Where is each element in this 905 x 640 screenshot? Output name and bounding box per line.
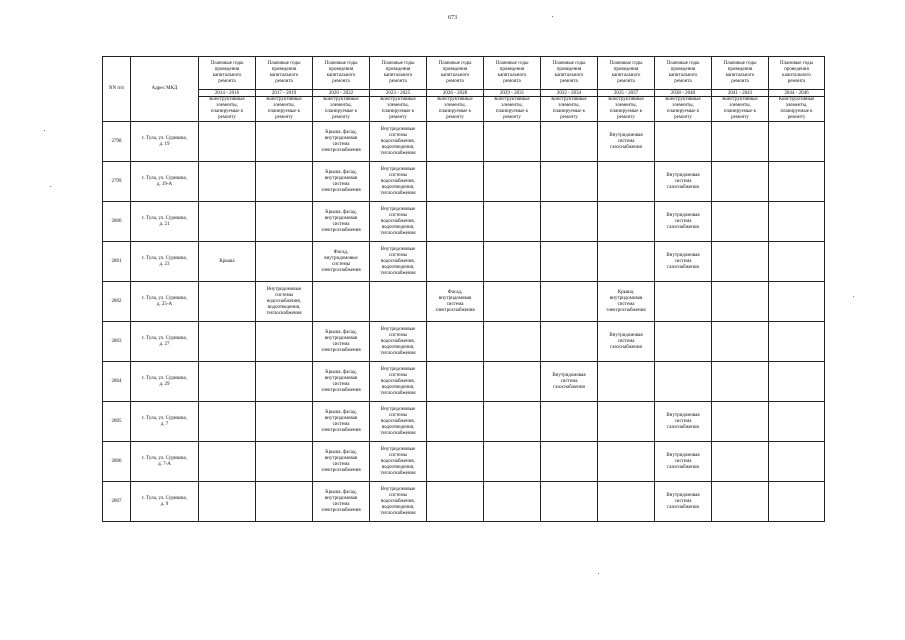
scan-speck bbox=[44, 130, 45, 131]
header-elements: Конструктивные элементы, планируемые к ремонту bbox=[370, 97, 427, 122]
repair-cell bbox=[769, 322, 825, 362]
repair-cell: Внутридомовые системы водоснабжения, водоотведения, теплоснабжения bbox=[370, 122, 427, 162]
repair-cell: Внутридомовая система газоснабжения bbox=[655, 242, 712, 282]
row-address: г. Тула, ул. Сурикова, д. 21 bbox=[131, 202, 199, 242]
repair-cell: Внутридомовая система газоснабжения bbox=[655, 162, 712, 202]
header-period-years: 2041 - 2043 bbox=[712, 90, 769, 97]
row-number: 2806 bbox=[103, 442, 131, 482]
header-elements: Конструктивные элементы, планируемые к ремонту bbox=[655, 97, 712, 122]
header-elements: Конструктивные элементы, планируемые к ремонту bbox=[598, 97, 655, 122]
header-period-years: 2038 - 2040 bbox=[655, 90, 712, 97]
repair-cell bbox=[256, 402, 313, 442]
row-address: г. Тула, ул. Сурикова, д. 19 bbox=[131, 122, 199, 162]
table-row bbox=[103, 362, 825, 402]
repair-cell bbox=[199, 482, 256, 522]
scan-speck bbox=[552, 16, 553, 17]
row-number: 2800 bbox=[103, 202, 131, 242]
repair-cell: Фасад, внутридомовая система электроснабжения bbox=[427, 282, 484, 322]
header-elements: Конструктивные элементы, планируемые к ремонту bbox=[199, 97, 256, 122]
repair-cell bbox=[712, 282, 769, 322]
row-address: г. Тула, ул. Сурикова, д. 23 bbox=[131, 242, 199, 282]
repair-cell bbox=[541, 202, 598, 242]
repair-cell bbox=[256, 202, 313, 242]
repair-cell bbox=[427, 162, 484, 202]
header-period-title: Плановые годы проведения капитального ремонта bbox=[712, 57, 769, 90]
repair-cell bbox=[313, 282, 370, 322]
repair-cell: Внутридомовая система газоснабжения bbox=[655, 202, 712, 242]
repair-cell bbox=[769, 402, 825, 442]
row-address: г. Тула, ул. Сурикова, д. 19-А bbox=[131, 162, 199, 202]
repair-cell bbox=[427, 202, 484, 242]
repair-cell: Внутридомовые системы водоснабжения, водоотведения, теплоснабжения bbox=[370, 442, 427, 482]
repair-cell: Внутридомовая система газоснабжения bbox=[655, 482, 712, 522]
repair-cell bbox=[484, 282, 541, 322]
repair-cell bbox=[427, 362, 484, 402]
repair-cell bbox=[427, 122, 484, 162]
row-number: 2799 bbox=[103, 162, 131, 202]
header-period-years: 2020 - 2022 bbox=[313, 90, 370, 97]
header-address: Адрес МКД bbox=[131, 57, 199, 122]
repair-cell bbox=[427, 442, 484, 482]
repair-cell bbox=[256, 322, 313, 362]
repair-cell bbox=[484, 402, 541, 442]
row-number: 2801 bbox=[103, 242, 131, 282]
repair-cell bbox=[199, 202, 256, 242]
row-number: 2807 bbox=[103, 482, 131, 522]
repair-cell bbox=[598, 362, 655, 402]
repair-cell bbox=[256, 122, 313, 162]
repair-cell bbox=[427, 402, 484, 442]
repair-cell: Внутридомовая система газоснабжения bbox=[598, 122, 655, 162]
header-period-years: 2023 - 2025 bbox=[370, 90, 427, 97]
header-elements: Конструктивные элементы, планируемые к ремонту bbox=[712, 97, 769, 122]
header-period-title: Плановые годы проведения капитального ремонта bbox=[655, 57, 712, 90]
table-row bbox=[103, 282, 825, 322]
repair-cell bbox=[769, 162, 825, 202]
repair-cell bbox=[712, 362, 769, 402]
header-period-title: Плановые годы проведения капитального ремонта bbox=[484, 57, 541, 90]
row-address: г. Тула, ул. Сурикова, д. 27 bbox=[131, 322, 199, 362]
header-period-years: 2014 - 2016 bbox=[199, 90, 256, 97]
repair-cell bbox=[598, 162, 655, 202]
repair-cell bbox=[541, 322, 598, 362]
table-row bbox=[103, 482, 825, 522]
repair-cell bbox=[199, 362, 256, 402]
repair-cell bbox=[484, 202, 541, 242]
repair-cell: Крыша bbox=[199, 242, 256, 282]
repair-cell bbox=[598, 242, 655, 282]
repair-cell bbox=[541, 482, 598, 522]
repair-cell bbox=[712, 122, 769, 162]
repair-cell: Крыша, фасад, внутридомовая система электроснабжения bbox=[313, 202, 370, 242]
repair-cell bbox=[256, 362, 313, 402]
repair-cell: Крыша, фасад, внутридомовая система электроснабжения bbox=[313, 402, 370, 442]
header-period-title: Плановые годы проведения капитального ремонта bbox=[598, 57, 655, 90]
table-row bbox=[103, 402, 825, 442]
repair-cell bbox=[199, 442, 256, 482]
repair-cell bbox=[769, 122, 825, 162]
row-number: 2805 bbox=[103, 402, 131, 442]
repair-cell bbox=[655, 362, 712, 402]
repair-cell bbox=[712, 242, 769, 282]
repair-cell: Крыша, фасад, внутридомовая система электроснабжения bbox=[313, 442, 370, 482]
table-row bbox=[103, 322, 825, 362]
repair-cell bbox=[598, 402, 655, 442]
repair-cell bbox=[598, 482, 655, 522]
header-period-years: 2035 - 2037 bbox=[598, 90, 655, 97]
repair-cell: Внутридомовые системы водоснабжения, водоотведения, теплоснабжения bbox=[370, 482, 427, 522]
row-number: 2803 bbox=[103, 322, 131, 362]
header-period-title: Плановые годы проведения капитального ремонта bbox=[427, 57, 484, 90]
capital-repair-table bbox=[102, 56, 825, 522]
row-number: 2804 bbox=[103, 362, 131, 402]
header-period-title: Плановые годы проведения капитального ремонта bbox=[541, 57, 598, 90]
header-elements: Конструктивные элементы, планируемые к ремонту bbox=[256, 97, 313, 122]
header-elements: Конструктивные элементы, планируемые к ремонту bbox=[313, 97, 370, 122]
repair-cell bbox=[541, 442, 598, 482]
repair-cell bbox=[370, 282, 427, 322]
repair-cell: Внутридомовые системы водоснабжения, водоотведения, теплоснабжения bbox=[370, 202, 427, 242]
repair-cell: Внутридомовая система газоснабжения bbox=[598, 322, 655, 362]
repair-cell bbox=[484, 322, 541, 362]
row-number: 2798 bbox=[103, 122, 131, 162]
table-row bbox=[103, 122, 825, 162]
repair-cell: Крыша, фасад, внутридомовая система электроснабжения bbox=[313, 322, 370, 362]
header-elements: Конструктивные элементы, планируемые к ремонту bbox=[541, 97, 598, 122]
repair-cell: Крыша, фасад, внутридомовая система электроснабжения bbox=[313, 162, 370, 202]
header-period-title: Плановые годы проведения капитального ремонта bbox=[199, 57, 256, 90]
repair-cell bbox=[541, 162, 598, 202]
repair-cell bbox=[712, 202, 769, 242]
repair-cell bbox=[769, 242, 825, 282]
repair-cell bbox=[199, 122, 256, 162]
repair-cell: Внутридомовые системы водоснабжения, водоотведения, теплоснабжения bbox=[370, 322, 427, 362]
repair-cell bbox=[199, 162, 256, 202]
header-period-years: 2044 - 2046 bbox=[769, 90, 825, 97]
row-address: г. Тула, ул. Сурикова, д. 7-А bbox=[131, 442, 199, 482]
header-period-title: Плановые годы проведения капитального ремонта bbox=[313, 57, 370, 90]
repair-cell bbox=[712, 402, 769, 442]
repair-cell bbox=[199, 402, 256, 442]
repair-cell bbox=[484, 242, 541, 282]
repair-cell: Фасад, внутридомовые системы электроснабжения bbox=[313, 242, 370, 282]
repair-cell: Внутридомовая система газоснабжения bbox=[655, 402, 712, 442]
repair-cell bbox=[484, 362, 541, 402]
repair-cell bbox=[427, 482, 484, 522]
row-address: г. Тула, ул. Сурикова, д. 25-А bbox=[131, 282, 199, 322]
repair-cell bbox=[655, 322, 712, 362]
header-period-years: 2017 - 2019 bbox=[256, 90, 313, 97]
repair-cell bbox=[427, 322, 484, 362]
repair-cell bbox=[769, 482, 825, 522]
header-period-title: Плановые годы проведения капитального ремонта bbox=[769, 57, 825, 90]
repair-cell bbox=[541, 122, 598, 162]
repair-cell bbox=[199, 322, 256, 362]
repair-cell bbox=[484, 442, 541, 482]
header-period-years: 2026 - 2028 bbox=[427, 90, 484, 97]
repair-cell bbox=[598, 442, 655, 482]
header-period-years: 2029 - 2031 bbox=[484, 90, 541, 97]
header-period-title: Плановые годы проведения капитального ремонта bbox=[370, 57, 427, 90]
row-number: 2802 bbox=[103, 282, 131, 322]
repair-cell bbox=[769, 202, 825, 242]
repair-cell bbox=[199, 282, 256, 322]
repair-cell: Внутридомовые системы водоснабжения, водоотведения, теплоснабжения bbox=[370, 242, 427, 282]
repair-cell bbox=[655, 122, 712, 162]
row-address: г. Тула, ул. Сурикова, д. 7 bbox=[131, 402, 199, 442]
repair-cell bbox=[541, 282, 598, 322]
repair-cell: Внутридомовая система газоснабжения bbox=[655, 442, 712, 482]
scan-speck bbox=[598, 573, 599, 574]
repair-cell bbox=[655, 282, 712, 322]
repair-cell bbox=[712, 162, 769, 202]
repair-cell: Крыша, фасад, внутридомовая система электроснабжения bbox=[313, 362, 370, 402]
header-elements: Конструктивные элементы, планируемые к ремонту bbox=[484, 97, 541, 122]
repair-cell: Крыша, внутридомовая система электроснабжения bbox=[598, 282, 655, 322]
repair-cell bbox=[256, 442, 313, 482]
table-row bbox=[103, 202, 825, 242]
repair-cell bbox=[541, 402, 598, 442]
header-elements: Конструктивные элементы, планируемые к ремонту bbox=[427, 97, 484, 122]
repair-cell bbox=[484, 162, 541, 202]
repair-cell bbox=[256, 162, 313, 202]
table-row bbox=[103, 442, 825, 482]
repair-cell bbox=[712, 442, 769, 482]
repair-cell bbox=[256, 242, 313, 282]
repair-cell bbox=[769, 282, 825, 322]
repair-cell: Крыша, фасад, внутридомовая система электроснабжения bbox=[313, 122, 370, 162]
scan-speck bbox=[853, 296, 854, 297]
header-period-years: 2032 - 2034 bbox=[541, 90, 598, 97]
repair-cell bbox=[598, 202, 655, 242]
repair-cell: Внутридомовые системы водоснабжения, водоотведения, теплоснабжения bbox=[370, 162, 427, 202]
table-row bbox=[103, 162, 825, 202]
repair-cell bbox=[712, 322, 769, 362]
header-elements: Конструктивные элементы, планируемые к ремонту bbox=[769, 97, 825, 122]
repair-cell bbox=[484, 122, 541, 162]
repair-cell: Внутридомовые системы водоснабжения, водоотведения, теплоснабжения bbox=[370, 402, 427, 442]
row-address: г. Тула, ул. Сурикова, д. 9 bbox=[131, 482, 199, 522]
repair-cell bbox=[427, 242, 484, 282]
repair-cell bbox=[769, 442, 825, 482]
repair-cell: Крыша, фасад, внутридомовая система электроснабжения bbox=[313, 482, 370, 522]
table-row bbox=[103, 242, 825, 282]
page-number: 673 bbox=[448, 15, 457, 21]
header-nn: NN п/п bbox=[103, 57, 131, 122]
repair-cell bbox=[541, 242, 598, 282]
header-period-title: Плановые годы проведения капитального ремонта bbox=[256, 57, 313, 90]
repair-cell: Внутридомовая система газоснабжения bbox=[541, 362, 598, 402]
repair-cell bbox=[256, 482, 313, 522]
repair-cell bbox=[769, 362, 825, 402]
scan-speck bbox=[50, 186, 51, 187]
repair-cell: Внутридомовые системы водоснабжения, водоотведения, теплоснабжения bbox=[256, 282, 313, 322]
repair-cell bbox=[484, 482, 541, 522]
repair-cell bbox=[712, 482, 769, 522]
row-address: г. Тула, ул. Сурикова, д. 29 bbox=[131, 362, 199, 402]
repair-cell: Внутридомовые системы водоснабжения, водоотведения, теплоснабжения bbox=[370, 362, 427, 402]
